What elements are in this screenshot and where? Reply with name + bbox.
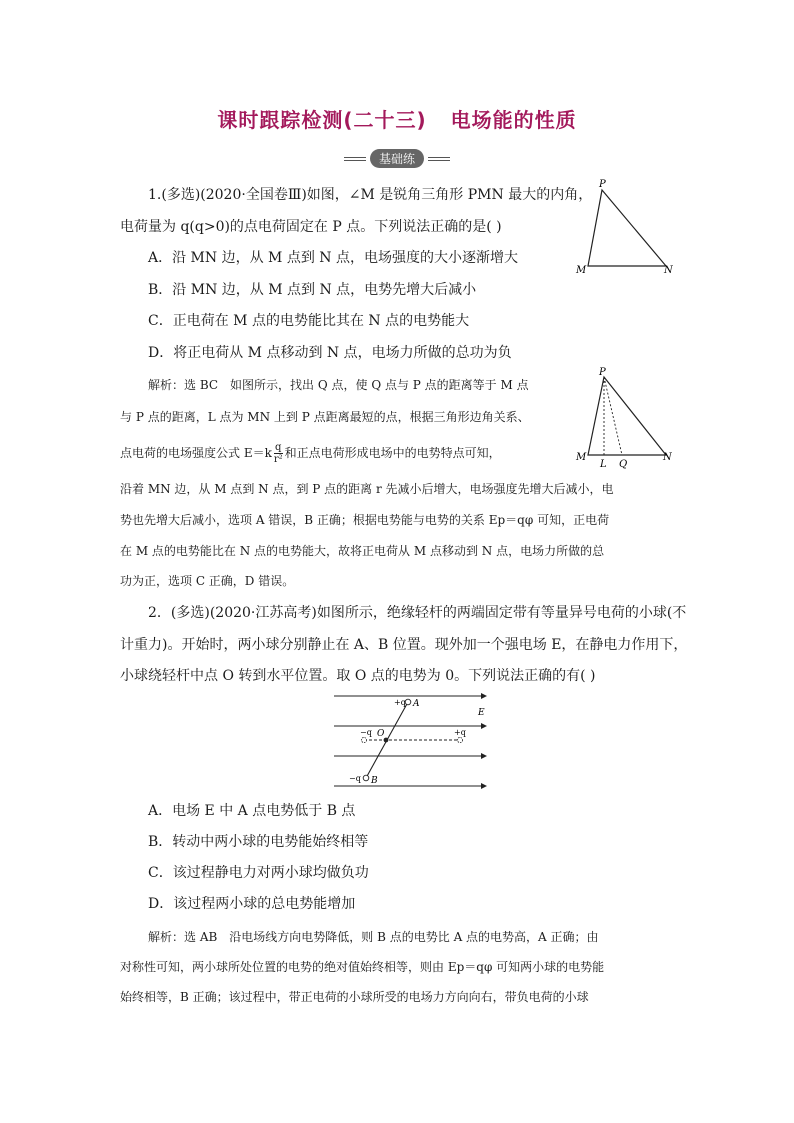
q1-stem-line2: 电荷量为 q(q>0)的点电荷固定在 P 点。下列说法正确的是( ) <box>120 219 502 235</box>
title-sub: 电场能的性质 <box>450 108 577 132</box>
fig2-label-p: P <box>599 367 606 378</box>
q2-option-b: B．转动中两小球的电势能始终相等 <box>148 834 369 850</box>
fraction-denominator: r² <box>273 454 283 465</box>
fig2-label-l: L <box>600 459 607 470</box>
page-title <box>0 104 794 133</box>
q1-solution-line1: 解析：选 BC 如图所示，找出 Q 点，使 Q 点与 P 点的距离等于 M 点 <box>148 378 529 392</box>
q1-solution-line4: 沿着 MN 边，从 M 点到 N 点，到 P 点的距离 r 先减小后增大，电场强度先增大后减小，电 <box>120 482 614 496</box>
q2-solution-line1: 解析：选 AB 沿电场线方向电势降低，则 B 点的电势比 A 点的电势高，A 正确；由 <box>148 930 599 944</box>
q1-triangle-figure <box>568 176 678 280</box>
fraction-numerator: q <box>275 442 282 453</box>
q1-option-b: B．沿 MN 边，从 M 点到 N 点，电势先增大后减小 <box>148 282 477 298</box>
q1-solution-line6: 在 M 点的电势能比在 N 点的电势能大，故将正电荷从 M 点移动到 N 点，电场力所做的总 <box>120 544 605 558</box>
fig-label-e: E <box>478 708 485 718</box>
fig-label-a: A <box>413 699 420 709</box>
q1-solution-line3 <box>120 442 501 465</box>
fig-label-b: B <box>371 776 378 786</box>
fraction <box>274 442 283 465</box>
q2-stem-line1: 2．(多选)(2020·江苏高考)如图所示，绝缘轻杆的两端固定带有等量异号电荷的小球(不 <box>148 605 687 621</box>
q1-stem-line1: 1.(多选)(2020·全国卷Ⅲ)如图，∠M 是锐角三角形 PMN 最大的内角， <box>148 187 593 203</box>
sol3-text-a: 点电荷的电场强度公式 E＝k <box>120 446 272 460</box>
q2-option-d: D．该过程两小球的总电势能增加 <box>148 896 356 912</box>
q1-option-a: A．沿 MN 边，从 M 点到 N 点，电场强度的大小逐渐增大 <box>148 250 518 266</box>
fig1-label-n: N <box>664 265 673 276</box>
fig-label-plus-q-right: +q <box>454 728 466 737</box>
section-badge <box>0 148 794 168</box>
badge-label: 基础练 <box>370 149 424 168</box>
q2-solution-line2: 对称性可知，两小球所处位置的电势的绝对值始终相等，则由 Ep＝qφ 可知两小球的电势能 <box>120 960 605 974</box>
fig-label-minus-q-left: −q <box>360 728 372 737</box>
q2-electric-field-figure <box>328 688 492 792</box>
q1-option-c: C．正电荷在 M 点的电势能比其在 N 点的电势能大 <box>148 313 470 329</box>
q1-solution-figure <box>568 365 678 471</box>
sol3-text-b: 和正点电荷形成电场中的电势特点可知， <box>284 446 501 460</box>
q2-stem-line3: 小球绕轻杆中点 O 转到水平位置。取 O 点的电势为 0。下列说法正确的有( ) <box>120 668 596 684</box>
q2-option-c: C．该过程静电力对两小球均做负功 <box>148 865 369 881</box>
fig-label-minus-q-b: −q <box>349 774 361 783</box>
fig2-label-m: M <box>576 452 587 463</box>
q1-solution-line5: 势也先增大后减小，选项 A 错误，B 正确；根据电势能与电势的关系 Ep＝qφ 可知，正电荷 <box>120 513 610 527</box>
fig1-label-p: P <box>599 179 606 190</box>
title-main: 课时跟踪检测(二十三) <box>217 108 427 132</box>
q1-solution-line7: 功为正，选项 C 正确，D 错误。 <box>120 574 295 588</box>
fig2-label-n: N <box>663 452 672 463</box>
q1-option-d: D．将正电荷从 M 点移动到 N 点，电场力所做的总功为负 <box>148 345 512 361</box>
q2-stem-line2: 计重力)。开始时，两小球分别静止在 A、B 位置。现外加一个强电场 E，在静电力作用下， <box>120 637 688 653</box>
q2-solution-line3: 始终相等，B 正确；该过程中，带正电荷的小球所受的电场力方向向右，带负电荷的小球 <box>120 990 589 1004</box>
q1-solution-line2: 与 P 点的距离，L 点为 MN 上到 P 点距离最短的点，根据三角形边角关系、 <box>120 410 530 424</box>
fig-label-plus-q-a: +q <box>394 698 406 707</box>
fig-label-o: O <box>377 729 385 739</box>
fig1-label-m: M <box>576 265 587 276</box>
q2-option-a: A．电场 E 中 A 点电势低于 B 点 <box>148 803 356 819</box>
fig2-label-q: Q <box>619 459 628 470</box>
